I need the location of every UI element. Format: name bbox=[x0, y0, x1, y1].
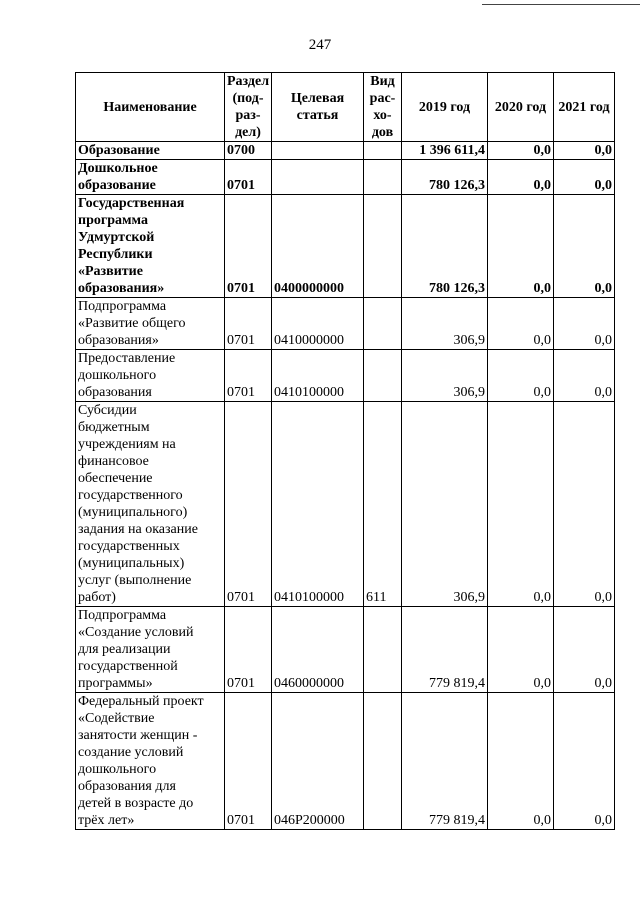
table-row bbox=[76, 160, 615, 195]
table-row bbox=[76, 298, 615, 350]
row-2021: 0,0 bbox=[554, 142, 615, 160]
row-name: Дошкольное образование bbox=[76, 160, 225, 195]
row-2019: 779 819,4 bbox=[402, 693, 488, 830]
row-expense bbox=[364, 160, 402, 195]
header-2020: 2020 год bbox=[488, 73, 554, 142]
row-section: 0701 bbox=[225, 298, 272, 350]
row-name: Субсидии бюджетным учреждениям на финансовое обеспечение государственного (муниципального) задания на оказание государственных (муниципальных) услуг (выполнение работ) bbox=[76, 402, 225, 607]
row-2021: 0,0 bbox=[554, 693, 615, 830]
row-2021: 0,0 bbox=[554, 350, 615, 402]
row-expense bbox=[364, 195, 402, 298]
header-expense: Вид рас- хо- дов bbox=[364, 73, 402, 142]
row-target: 0400000000 bbox=[272, 195, 364, 298]
row-target bbox=[272, 160, 364, 195]
row-section: 0701 bbox=[225, 402, 272, 607]
table-row bbox=[76, 607, 615, 693]
row-name: Государственная программа Удмуртской Республики «Развитие образования» bbox=[76, 195, 225, 298]
row-name: Предоставление дошкольного образования bbox=[76, 350, 225, 402]
row-2020: 0,0 bbox=[488, 298, 554, 350]
top-edge-line bbox=[482, 4, 640, 5]
row-section: 0701 bbox=[225, 607, 272, 693]
row-2020: 0,0 bbox=[488, 607, 554, 693]
row-target: 0410100000 bbox=[272, 402, 364, 607]
row-section: 0701 bbox=[225, 693, 272, 830]
row-2021: 0,0 bbox=[554, 160, 615, 195]
row-2021: 0,0 bbox=[554, 195, 615, 298]
header-section: Раздел (под- раз- дел) bbox=[225, 73, 272, 142]
row-section: 0701 bbox=[225, 195, 272, 298]
row-target bbox=[272, 142, 364, 160]
row-2021: 0,0 bbox=[554, 607, 615, 693]
page-number: 247 bbox=[308, 37, 332, 53]
row-target: 0460000000 bbox=[272, 607, 364, 693]
row-2019: 306,9 bbox=[402, 402, 488, 607]
row-expense bbox=[364, 142, 402, 160]
row-2019: 779 819,4 bbox=[402, 607, 488, 693]
row-section: 0700 bbox=[225, 142, 272, 160]
table-row bbox=[76, 195, 615, 298]
row-name: Образование bbox=[76, 142, 225, 160]
header-name: Наименование bbox=[76, 73, 225, 142]
row-name: Подпрограмма «Создание условий для реализации государственной программы» bbox=[76, 607, 225, 693]
row-2019: 780 126,3 bbox=[402, 160, 488, 195]
row-name: Подпрограмма «Развитие общего образования» bbox=[76, 298, 225, 350]
row-target: 0410100000 bbox=[272, 350, 364, 402]
row-expense bbox=[364, 693, 402, 830]
table-row bbox=[76, 402, 615, 607]
row-2020: 0,0 bbox=[488, 160, 554, 195]
row-2019: 306,9 bbox=[402, 298, 488, 350]
header-2019: 2019 год bbox=[402, 73, 488, 142]
row-2020: 0,0 bbox=[488, 142, 554, 160]
header-2021: 2021 год bbox=[554, 73, 615, 142]
row-expense: 611 bbox=[364, 402, 402, 607]
row-section: 0701 bbox=[225, 350, 272, 402]
row-2020: 0,0 bbox=[488, 195, 554, 298]
row-expense bbox=[364, 298, 402, 350]
row-2020: 0,0 bbox=[488, 350, 554, 402]
row-name: Федеральный проект «Содействие занятости женщин - создание условий дошкольного образования для детей в возрасте до трёх лет» bbox=[76, 693, 225, 830]
row-section: 0701 bbox=[225, 160, 272, 195]
row-target: 046P200000 bbox=[272, 693, 364, 830]
row-2019: 306,9 bbox=[402, 350, 488, 402]
row-2020: 0,0 bbox=[488, 402, 554, 607]
table-header-row bbox=[76, 73, 615, 142]
table-row bbox=[76, 693, 615, 830]
row-2019: 1 396 611,4 bbox=[402, 142, 488, 160]
row-target: 0410000000 bbox=[272, 298, 364, 350]
row-2020: 0,0 bbox=[488, 693, 554, 830]
row-expense bbox=[364, 607, 402, 693]
table-row bbox=[76, 350, 615, 402]
budget-table bbox=[75, 72, 615, 830]
row-expense bbox=[364, 350, 402, 402]
header-target: Целевая статья bbox=[272, 73, 364, 142]
row-2019: 780 126,3 bbox=[402, 195, 488, 298]
row-2021: 0,0 bbox=[554, 298, 615, 350]
table-row bbox=[76, 142, 615, 160]
row-2021: 0,0 bbox=[554, 402, 615, 607]
